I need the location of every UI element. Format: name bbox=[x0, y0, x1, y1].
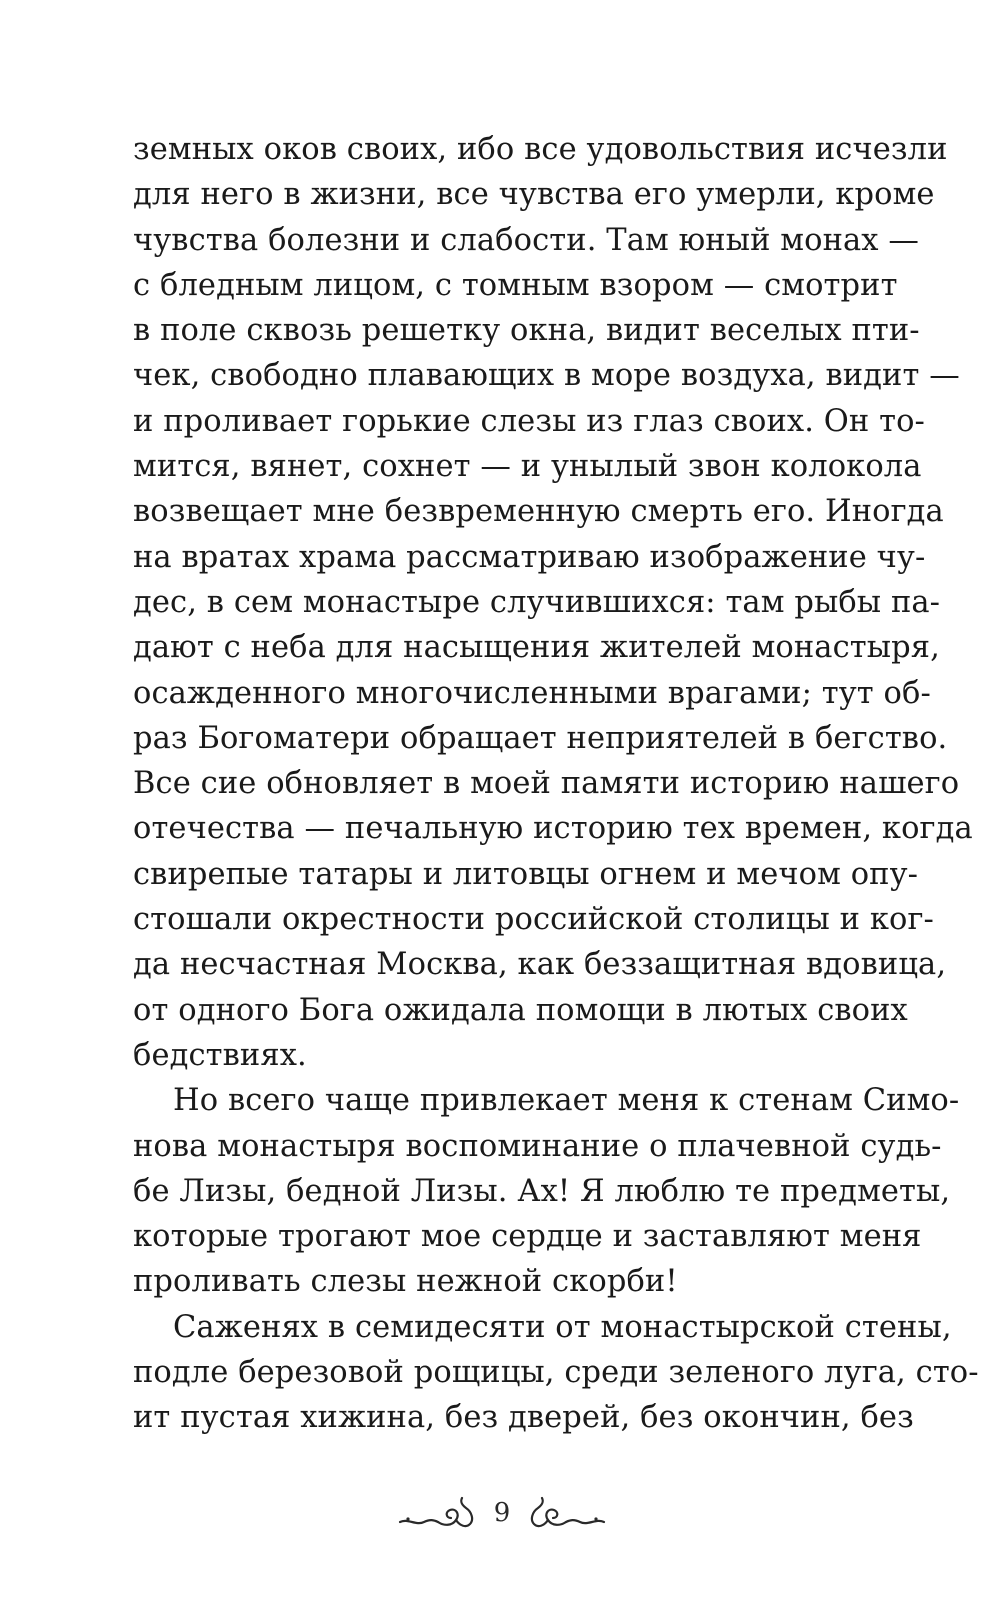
text-line: ит пустая хижина, без дверей, без окончин, без bbox=[133, 1400, 914, 1436]
paragraph-first-line: Но всего чаще привлекает меня к стенам Симо- bbox=[173, 1083, 960, 1119]
text-line: стошали окрестности российской столицы и ког- bbox=[133, 902, 934, 938]
flourish-ornament-left-icon bbox=[398, 1492, 480, 1542]
text-line: которые трогают мое сердце и заставляют меня bbox=[133, 1219, 922, 1255]
text-line: и проливает горькие слезы из глаз своих. Он то- bbox=[133, 403, 925, 439]
text-line: свирепые татары и литовцы огнем и мечом опу- bbox=[133, 856, 919, 892]
text-line: проливать слезы нежной скорби! bbox=[133, 1264, 678, 1300]
page-footer bbox=[0, 1492, 1000, 1542]
text-line: Все сие обновляет в моей памяти историю нашего bbox=[133, 766, 960, 802]
page-number: 9 bbox=[493, 1498, 511, 1528]
text-line: чувства болезни и слабости. Там юный монах — bbox=[133, 222, 920, 258]
text-line: отечества — печальную историю тех времен, когда bbox=[133, 811, 973, 847]
text-line: возвещает мне безвременную смерть его. Иногда bbox=[133, 494, 944, 530]
flourish-ornament-right-icon bbox=[524, 1492, 606, 1542]
text-line: с бледным лицом, с томным взором — смотрит bbox=[133, 267, 898, 303]
text-line: нова монастыря воспоминание о плачевной судь- bbox=[133, 1128, 942, 1164]
text-line: подле березовой рощицы, среди зеленого луга, сто- bbox=[133, 1355, 979, 1391]
text-line: дают с неба для насыщения жителей монастыря, bbox=[133, 630, 940, 666]
body-text bbox=[133, 127, 979, 1441]
text-line: на вратах храма рассматриваю изображение чу- bbox=[133, 539, 926, 575]
text-line: в поле сквозь решетку окна, видит веселых пти- bbox=[133, 313, 920, 349]
text-line: чек, свободно плавающих в море воздуха, видит — bbox=[133, 358, 960, 394]
text-line: от одного Бога ожидала помощи в лютых своих bbox=[133, 992, 908, 1028]
text-line: дес, в сем монастыре случившихся: там рыбы па- bbox=[133, 584, 941, 620]
text-line: раз Богоматери обращает неприятелей в бегство. bbox=[133, 720, 948, 756]
paragraph-first-line: Саженях в семидесяти от монастырской стены, bbox=[173, 1309, 952, 1345]
text-line: бедствиях. bbox=[133, 1037, 307, 1073]
text-line: земных оков своих, ибо все удовольствия исчезли bbox=[133, 132, 948, 167]
text-line: бе Лизы, бедной Лизы. Ах! Я люблю те предметы, bbox=[133, 1173, 951, 1209]
text-line: для него в жизни, все чувства его умерли, кроме bbox=[133, 177, 935, 213]
text-line: осажденного многочисленными врагами; тут об- bbox=[133, 675, 931, 711]
text-line: да несчастная Москва, как беззащитная вдовица, bbox=[133, 947, 947, 983]
text-line: мится, вянет, сохнет — и унылый звон колокола bbox=[133, 449, 922, 485]
